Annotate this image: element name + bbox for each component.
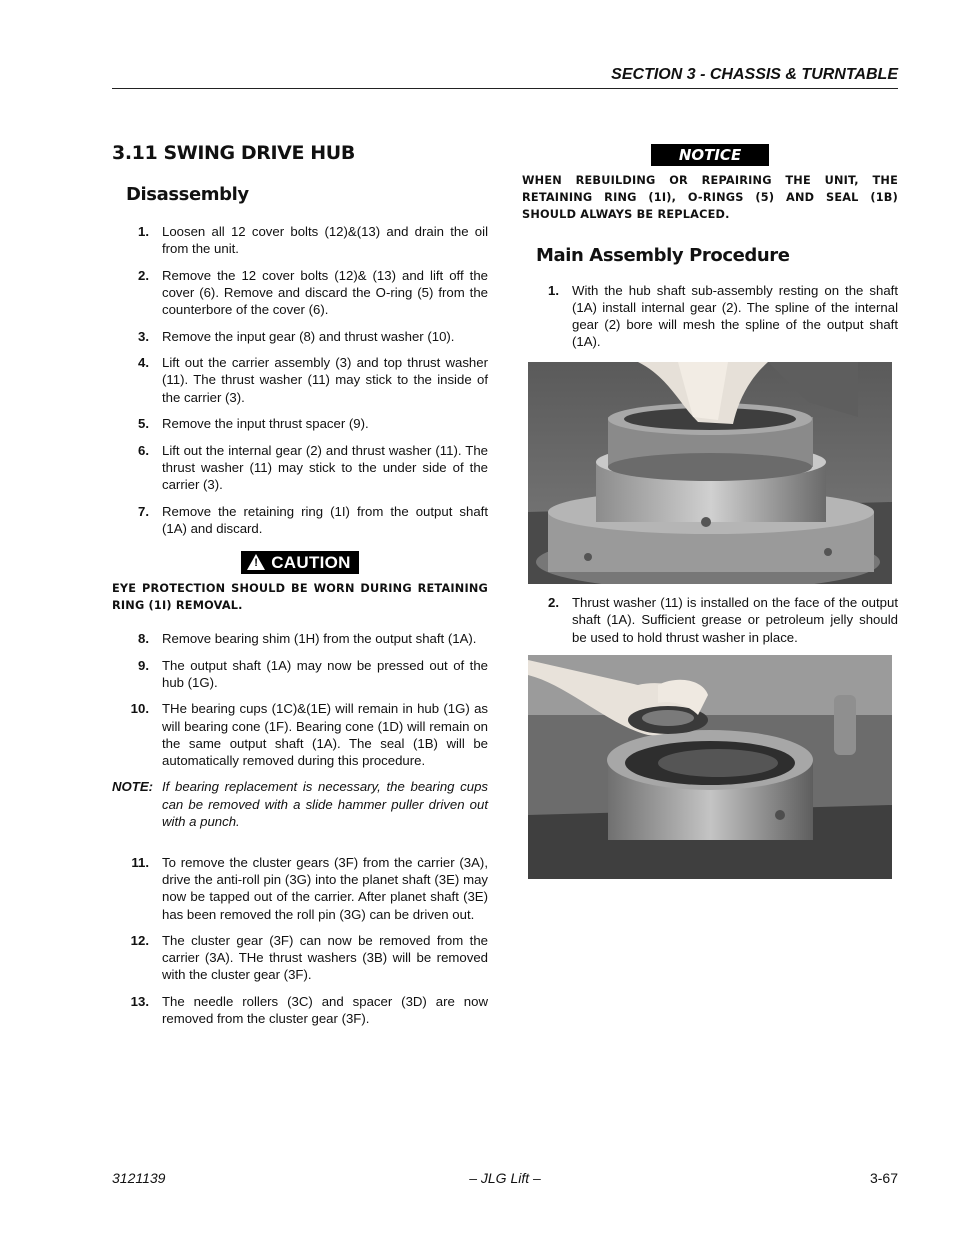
step-number: 5. [138, 416, 149, 432]
step-text: Remove bearing shim (1H) from the output shaft (1A). [162, 630, 477, 646]
step-number: 9. [138, 657, 149, 673]
step-text: With the hub shaft sub-assembly resting on the shaft (1A) install internal gear (2). The spline of the internal gear (2) bore will mesh the spline of the output shaft (1A). [572, 283, 898, 350]
left-column [112, 140, 488, 1037]
step-text: Remove the 12 cover bolts (12)& (13) and lift off the cover (6). Remove and discard the O-ring (5) from the counterbore of the cover (6). [162, 267, 488, 317]
list-item [522, 282, 898, 350]
step-number: 10. [130, 701, 149, 717]
step-number: 6. [138, 442, 149, 458]
assembly-steps-1 [522, 282, 898, 350]
step-text: Loosen all 12 cover bolts (12)&(13) and drain the oil from the unit. [162, 224, 488, 257]
warning-triangle-icon: ! [247, 554, 265, 570]
section-title: SECTION 3 - CHASSIS & TURNTABLE [611, 66, 898, 83]
disassembly-steps-b [112, 630, 488, 769]
list-item [112, 932, 488, 983]
page-number: 3-67 [869, 1170, 898, 1186]
step-number: 8. [138, 630, 149, 646]
list-item [112, 630, 488, 647]
step-number: 13. [130, 994, 149, 1010]
assembly-steps-2 [522, 594, 898, 645]
caution-banner [112, 551, 488, 574]
page-header [112, 64, 898, 89]
list-item [112, 267, 488, 318]
caution-label: CAUTION [271, 552, 351, 572]
step-text: Remove the input gear (8) and thrust washer (10). [162, 328, 455, 344]
note-label: NOTE: [112, 779, 154, 795]
disassembly-steps-a [112, 223, 488, 537]
step-number: 2. [138, 267, 149, 283]
doc-number: 3121139 [112, 1170, 166, 1186]
step-text: Remove the input thrust spacer (9). [162, 416, 369, 432]
step-number: 1. [138, 224, 149, 239]
notice-text: WHEN REBUILDING OR REPAIRING THE UNIT, THE RETAINING RING (1I), O-RINGS (5) AND SEAL (1B) SHOULD ALWAYS BE REPLACED. [522, 174, 898, 221]
list-item [112, 354, 488, 405]
step-number: 12. [130, 933, 149, 949]
step-text: The output shaft (1A) may now be pressed out of the hub (1G). [162, 657, 488, 690]
step-text: Lift out the internal gear (2) and thrust washer (11). The thrust washer (11) may stick to the under side of the carrier (3). [162, 442, 488, 493]
thrust-washer-photo [528, 655, 892, 879]
step-text: The cluster gear (3F) can now be removed from the carrier (3A). THe thrust washers (3B) will be removed with the cluster gear (3F). [162, 933, 488, 983]
step-number: 1. [548, 283, 559, 298]
publisher: – JLG Lift – [469, 1170, 541, 1186]
note-text: If bearing replacement is necessary, the bearing cups can be removed with a slide hammer puller driven out with a punch. [162, 779, 488, 829]
step-text: THe bearing cups (1C)&(1E) will remain in hub (1G) as will bearing cone (1F). Bearing cone (1D) will remain on the same output shaft (1A). The seal (1B) will be automatically removed during this procedure. [162, 701, 488, 768]
step-text: Lift out the carrier assembly (3) and top thrust washer (11). The thrust washer (11) may stick to the inside of the carrier (3). [162, 355, 488, 405]
right-column [522, 140, 898, 879]
step-number: 11. [131, 855, 149, 871]
step-text: Remove the retaining ring (1I) from the output shaft (1A) and discard. [162, 503, 488, 536]
photo-internal-gear-install [528, 362, 892, 584]
caution-text: EYE PROTECTION SHOULD BE WORN DURING RETAINING RING (1I) REMOVAL. [112, 581, 488, 612]
step-number: 2. [548, 595, 559, 611]
main-assembly-heading: Main Assembly Procedure [536, 245, 790, 266]
list-item [112, 700, 488, 768]
list-item [112, 503, 488, 537]
step-text: To remove the cluster gears (3F) from the carrier (3A), drive the anti-roll pin (3G) into the planet shaft (3E) may now be tapped out of the carrier. After planet shaft (3E) has been removed the roll pin (3G) can be driven out. [162, 855, 488, 922]
step-number: 3. [138, 328, 149, 344]
notice-banner [522, 144, 898, 166]
page-footer [112, 1170, 898, 1190]
list-item [112, 854, 488, 922]
note-block [112, 778, 488, 830]
step-number: 7. [138, 503, 149, 519]
step-text: The needle rollers (3C) and spacer (3D) are now removed from the cluster gear (3F). [162, 994, 488, 1027]
section-heading: 3.11 SWING DRIVE HUB [112, 142, 355, 164]
notice-badge: NOTICE [651, 144, 769, 166]
disassembly-steps-c [112, 854, 488, 1027]
list-item [112, 415, 488, 432]
step-number: 4. [138, 355, 149, 371]
gear-installation-photo [528, 362, 892, 584]
caution-badge [241, 551, 359, 574]
list-item [112, 328, 488, 345]
disassembly-heading: Disassembly [126, 184, 249, 205]
list-item [112, 442, 488, 493]
list-item [112, 657, 488, 691]
list-item [112, 223, 488, 257]
photo-thrust-washer-install [528, 655, 892, 879]
list-item [522, 594, 898, 645]
list-item [112, 993, 488, 1027]
step-text: Thrust washer (11) is installed on the face of the output shaft (1A). Sufficient grease or petroleum jelly should be used to hold thrust washer in place. [572, 595, 898, 645]
